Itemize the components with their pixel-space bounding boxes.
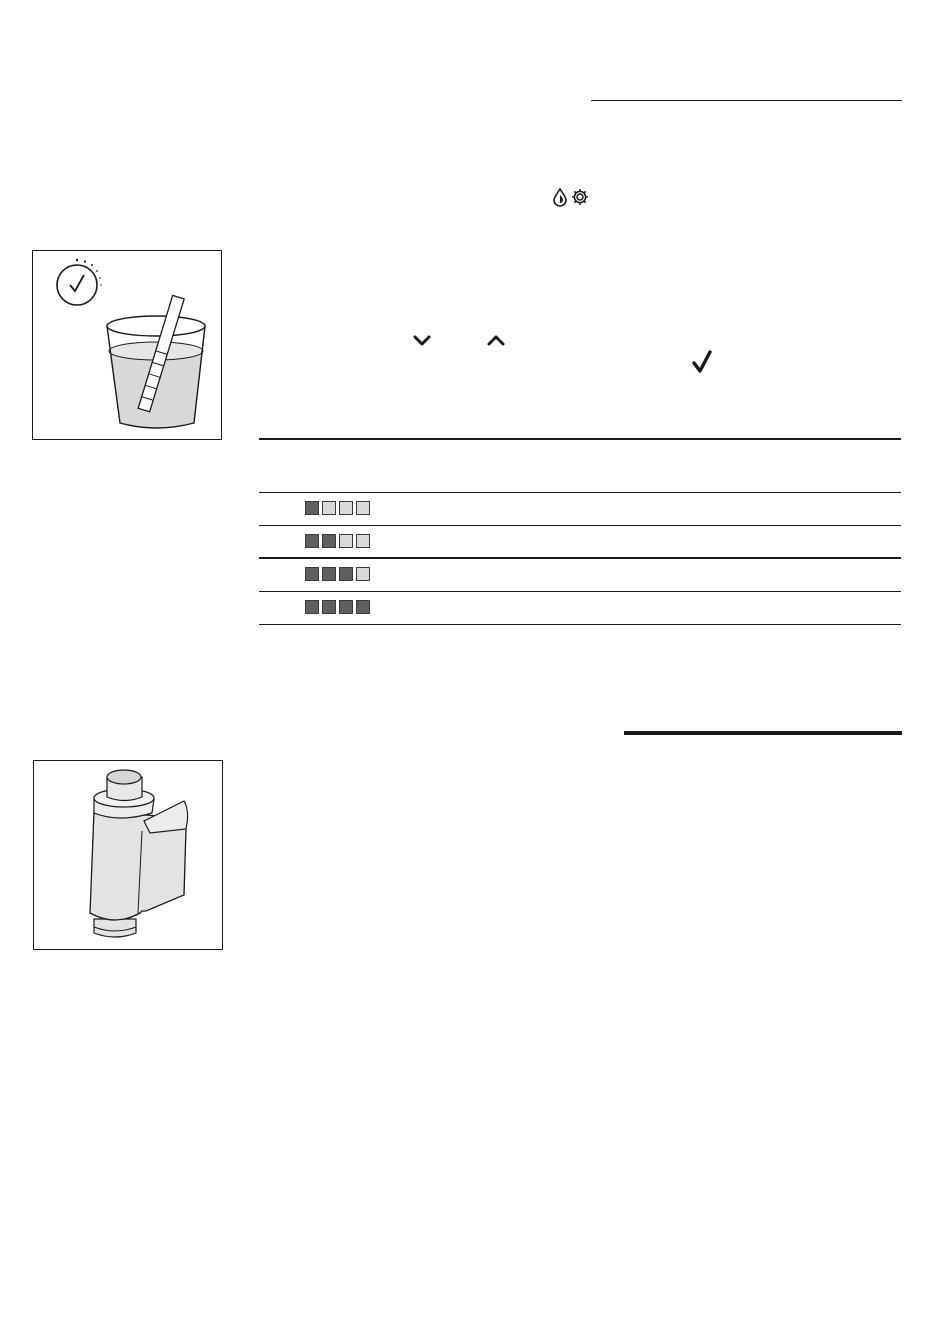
section-rule-top <box>591 100 902 101</box>
section-rule-filter <box>624 731 902 735</box>
swatch-light <box>339 534 353 548</box>
swatch-dark <box>305 600 319 614</box>
water-filter-illustration <box>34 761 222 949</box>
swatch-dark <box>305 567 319 581</box>
test-strip-swatches <box>305 534 370 548</box>
swatch-light <box>356 501 370 515</box>
swatch-dark <box>339 567 353 581</box>
swatch-dark <box>305 534 319 548</box>
water-drop-gear-icon <box>551 186 591 208</box>
test-strip-swatches <box>305 600 370 614</box>
test-strip-glass-illustration <box>33 251 221 439</box>
swatch-light <box>322 501 336 515</box>
swatch-dark <box>339 600 353 614</box>
swatch-dark <box>356 600 370 614</box>
swatch-dark <box>322 600 336 614</box>
hardness-row <box>259 526 901 559</box>
test-strip-swatches <box>305 501 370 515</box>
water-hardness-table <box>259 438 901 624</box>
test-strip-swatches <box>305 567 370 581</box>
table-header-row <box>259 440 901 493</box>
hardness-row <box>259 559 901 592</box>
hardness-row <box>259 592 901 625</box>
swatch-light <box>339 501 353 515</box>
chevron-up-icon <box>486 333 506 347</box>
water-test-figure <box>32 250 222 440</box>
swatch-dark <box>305 501 319 515</box>
swatch-light <box>356 567 370 581</box>
timer-icon <box>57 259 102 305</box>
swatch-dark <box>322 534 336 548</box>
chevron-down-icon <box>412 334 432 348</box>
hardness-row <box>259 493 901 526</box>
water-filter-figure <box>33 760 223 950</box>
checkmark-icon <box>690 349 714 375</box>
swatch-dark <box>322 567 336 581</box>
swatch-light <box>356 534 370 548</box>
